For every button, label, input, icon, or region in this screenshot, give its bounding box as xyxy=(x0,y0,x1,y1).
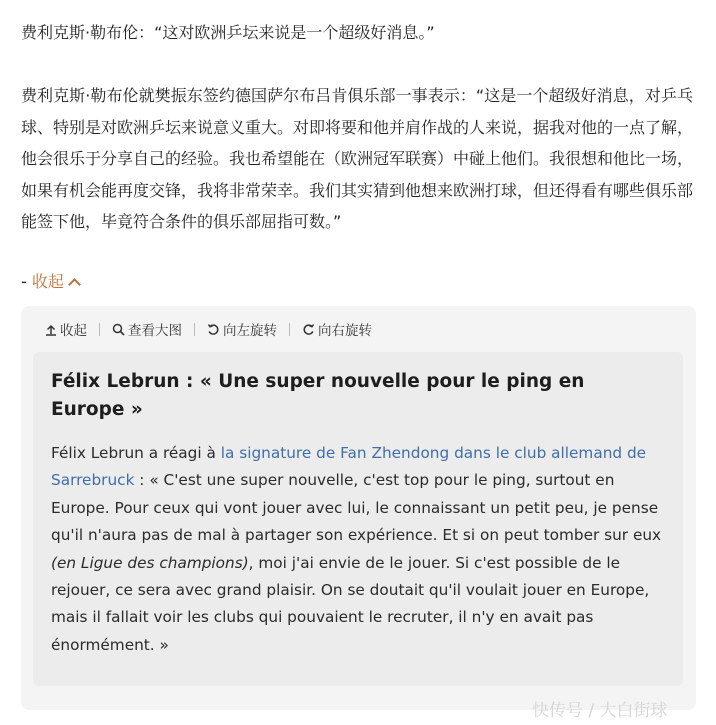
image-body xyxy=(51,440,671,659)
rotate-left-button-label: 向左旋转 xyxy=(223,323,277,339)
chevron-up-icon xyxy=(68,278,81,291)
collapse-link-label: 收起 xyxy=(31,272,64,291)
view-large-button[interactable] xyxy=(112,319,182,339)
collapse-prefix: - xyxy=(21,272,27,291)
article-paragraph: 费利克斯·勒布伦就樊振东签约德国萨尔布吕肯俱乐部一事表示：“这是一个超级好消息，对乒乓球、特别是对欧洲乒坛来说意义重大。对即将要和他并肩作战的人来说，据我对他的一点了解，他会很乐于分享自己的经验。我也希望能在（欧洲冠军联赛）中碰上他们。我很想和他比一场，如果有机会能再度交锋，我将非常荣幸。我们其实猜到他想来欧洲打球，但还得看有哪些俱乐部能签下他，毕竟符合条件的俱乐部屈指可数。” xyxy=(21,86,694,231)
source-watermark: 快传号 / 大白街球 xyxy=(532,701,668,721)
image-title: Félix Lebrun : « Une super nouvelle pour le ping en Europe » xyxy=(51,371,585,420)
collapse-link[interactable] xyxy=(32,272,79,291)
image-viewer xyxy=(21,306,696,710)
collapse-button-label: 收起 xyxy=(60,323,87,339)
article-image xyxy=(33,352,683,686)
toolbar-divider xyxy=(99,323,100,336)
rotate-left-icon xyxy=(207,323,220,336)
toolbar-divider xyxy=(289,323,290,336)
collapse-row xyxy=(21,270,79,294)
article-quote-heading: 费利克斯·勒布伦：“这对欧洲乒坛来说是一个超级好消息。” xyxy=(21,23,435,42)
image-body-italic: (en Ligue des champions) xyxy=(51,553,249,572)
image-body-link: la signature de Fan Zhendong dans le club allemand de Sarrebruck xyxy=(51,444,647,490)
image-body-start: Félix Lebrun a réagi à xyxy=(51,444,221,462)
collapse-button[interactable] xyxy=(45,319,87,339)
image-body-end: , moi j'ai envie de le jouer. Si c'est possible de le rejouer, ce sera avec grand plaisir. On se doutait qu'il voulait jouer en Europe, mais il fallait voir les clubs qui pouvaient le recruter, il n'y en avait pas énormément. » xyxy=(51,553,650,654)
view-large-button-label: 查看大图 xyxy=(128,323,182,339)
collapse-up-icon xyxy=(45,323,57,336)
toolbar-divider xyxy=(194,323,195,336)
image-body-mid: : « C'est une super nouvelle, c'est top pour le ping, surtout en Europe. Pour ceux qui vont jouer avec lui, le connaissant un petit peu, je pense qu'il n'aura pas de mal à partager son expérience. Et si on peut tomber sur eux xyxy=(51,471,662,545)
rotate-right-icon xyxy=(302,323,315,336)
rotate-right-button-label: 向右旋转 xyxy=(318,323,372,339)
search-icon xyxy=(112,323,125,336)
rotate-left-button[interactable] xyxy=(207,319,277,339)
rotate-right-button[interactable] xyxy=(302,319,372,339)
viewer-toolbar xyxy=(45,318,372,340)
